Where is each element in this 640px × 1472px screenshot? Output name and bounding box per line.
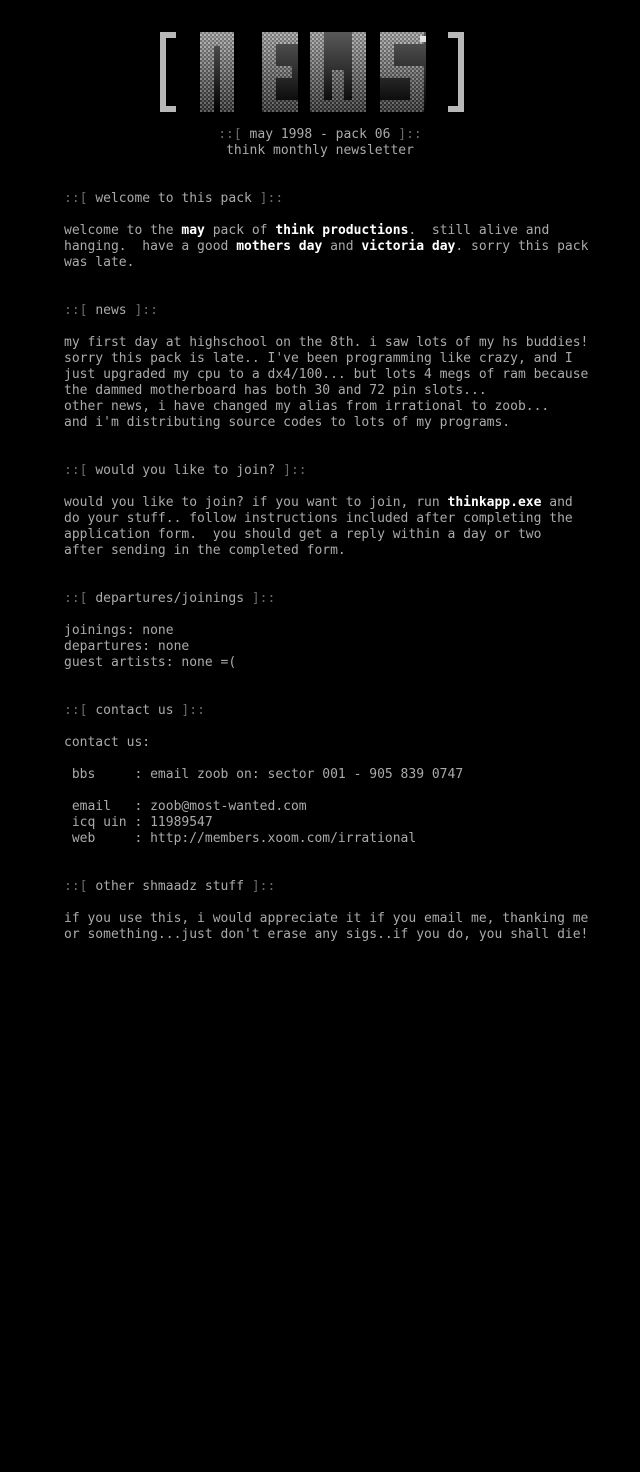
bracket-open: ::[ — [218, 127, 250, 142]
issue-date: may 1998 - pack 06 — [249, 127, 391, 142]
section-heading-join: ::[ would you like to join? ]:: — [64, 463, 307, 478]
section-heading-news: ::[ news ]:: — [64, 303, 158, 318]
section-body-departures: joinings: none departures: none guest artists: none =( — [64, 623, 237, 670]
section-title: other shmaadz stuff — [95, 879, 245, 894]
section-body-join: would you like to join? if you want to join, run thinkapp.exe and do your stuff.. follow instructions included after completing the application form. you should get a reply within a day or two after sending in the completed form. — [64, 495, 573, 558]
section-title: contact us — [95, 703, 174, 718]
logo-letter-e — [262, 32, 298, 112]
section-heading-departures: ::[ departures/joinings ]:: — [64, 591, 276, 606]
highlight-victoria-day: victoria day — [361, 239, 456, 254]
logo-left-bracket — [160, 32, 176, 112]
highlight-may: may — [181, 223, 205, 238]
issue-line — [0, 127, 640, 143]
contact-bbs: bbs : email zoob on: sector 001 - 905 839 0747 — [64, 767, 464, 782]
newsletter-subtitle: think monthly newsletter — [226, 143, 414, 158]
section-body-news: my first day at highschool on the 8th. i saw lots of my hs buddies! sorry this pack is late.. I've been programming like crazy, and I just upgraded my cpu to a dx4/100... but lots 4 megs of ram because the dammed motherboard has both 30 and 72 pin slots... other news, i have changed my alias from irrational to zoob... and i'm distributing source codes to lots of my programs. — [64, 335, 589, 430]
section-title: would you like to join? — [95, 463, 276, 478]
section-body-welcome: welcome to the may pack of think productions. still alive and hanging. have a good mothers day and victoria day. sorry this pack was late. — [64, 223, 589, 270]
logo-right-bracket — [448, 32, 464, 112]
section-title: welcome to this pack — [95, 191, 252, 206]
contact-details: email : zoob@most-wanted.com icq uin : 11989547 web : http://members.xoom.com/irrational — [71, 799, 417, 846]
highlight-thinkapp: thinkapp.exe — [447, 495, 542, 510]
section-heading-welcome: ::[ welcome to this pack ]:: — [64, 191, 284, 206]
bracket-close: ]:: — [390, 127, 422, 142]
logo-letter-w — [310, 32, 366, 112]
section-title: news — [95, 303, 127, 318]
highlight-think-productions: think productions — [275, 223, 409, 238]
logo-letter-n — [200, 32, 234, 112]
section-heading-other: ::[ other shmaadz stuff ]:: — [64, 879, 276, 894]
section-title: departures/joinings — [95, 591, 245, 606]
section-heading-contact: ::[ contact us ]:: — [64, 703, 205, 718]
highlight-mothers-day: mothers day — [236, 239, 323, 254]
news-logo — [156, 30, 468, 114]
section-body-other: if you use this, i would appreciate it if you email me, thanking me or something...just don't erase any sigs..if you do, you shall die! — [64, 911, 589, 942]
contact-intro: contact us: — [64, 735, 151, 750]
logo-letter-s — [380, 32, 426, 112]
